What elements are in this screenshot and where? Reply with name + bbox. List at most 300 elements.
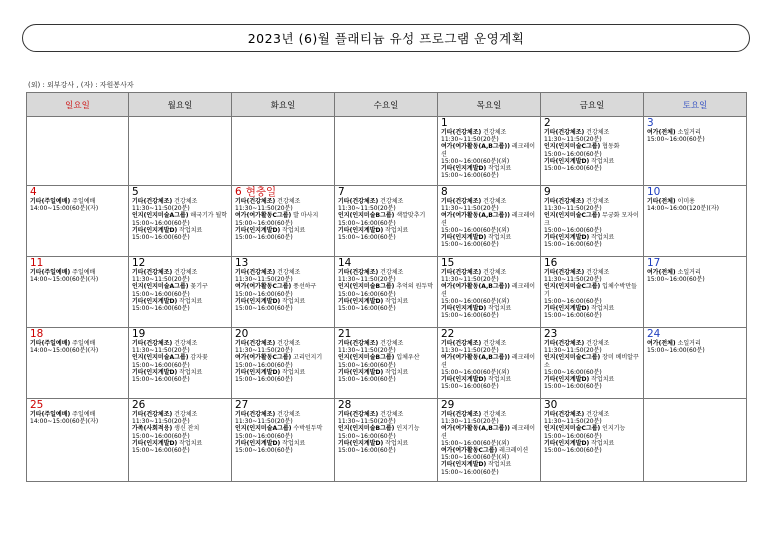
program-text: 15:00~16:00(60분) — [338, 219, 396, 227]
calendar-day-cell — [232, 399, 335, 482]
program-category: 기타(건강체조) — [441, 340, 482, 347]
program-line — [132, 283, 229, 290]
program-text: 건강체조 — [172, 198, 198, 205]
program-text: 11:30~11:50(20분) — [338, 418, 396, 426]
program-text: 11:30~11:50(20분) — [235, 205, 293, 213]
program-line — [544, 158, 641, 165]
program-category: 기타(건강체조) — [338, 198, 379, 205]
program-text: 레크레이션 — [441, 143, 536, 158]
program-line — [338, 298, 435, 305]
program-text: 작업치료 — [280, 226, 306, 234]
program-line — [544, 283, 641, 297]
program-text: 작업치료 — [589, 376, 615, 384]
program-category: 가족(사회적응) — [132, 425, 173, 433]
program-text: 작업치료 — [486, 305, 512, 313]
program-category: 기타(건강체조) — [235, 198, 276, 205]
program-text: 15:00~16:00(60분) — [338, 290, 396, 298]
program-text: 건강체조 — [172, 269, 198, 276]
program-line — [235, 376, 332, 383]
program-text: 색깔맞추기 — [394, 212, 426, 220]
program-category: 기타(인지계발D) — [441, 376, 487, 384]
program-line — [132, 362, 229, 369]
program-text: 15:00~16:00(60분) — [338, 305, 396, 313]
program-line — [647, 205, 744, 212]
program-category: 여가(여가활동(A,B그룹)) — [441, 212, 510, 220]
program-line — [441, 158, 538, 165]
program-category: 기타(건강체조) — [132, 198, 173, 205]
program-text: 15:00~16:00(60분) — [544, 432, 602, 440]
day-number — [132, 400, 229, 411]
day-number-value: 6 — [235, 186, 242, 198]
program-line — [132, 354, 229, 361]
day-number — [544, 258, 641, 269]
program-line — [544, 227, 641, 234]
program-text: 15:00~16:00(60분) — [132, 290, 190, 298]
program-line — [544, 425, 641, 432]
calendar-day-cell — [644, 399, 747, 482]
calendar-day-cell — [335, 399, 438, 482]
program-category: 기타(건강체조) — [132, 269, 173, 276]
program-category: 기타(주일예배) — [30, 198, 71, 205]
program-category: 기타(건강체조) — [544, 129, 585, 136]
calendar-day-cell — [541, 186, 644, 257]
program-category: 기타(건강체조) — [441, 411, 482, 418]
program-line — [544, 447, 641, 454]
day-number-value: 1 — [441, 117, 448, 129]
calendar-day-cell — [27, 328, 129, 399]
program-line — [338, 234, 435, 241]
page-title-box — [22, 24, 750, 52]
day-number — [441, 329, 538, 340]
program-line — [441, 227, 538, 234]
program-category: 인지(인지미술A그룹) — [132, 212, 189, 220]
program-category: 기타(건강체조) — [235, 269, 276, 276]
program-category: 여가(여가활동(A,B그룹)) — [441, 425, 510, 433]
program-category: 기타(건강체조) — [132, 340, 173, 347]
day-number-value: 29 — [441, 399, 455, 411]
program-category: 기타(건강체조) — [132, 411, 173, 418]
program-text: 인지기능 — [600, 425, 626, 433]
program-text: 해국기가 될학 — [188, 212, 228, 220]
program-line — [30, 276, 126, 283]
program-category: 인지(인지미술A그룹) — [132, 283, 189, 291]
calendar-day-cell — [129, 257, 232, 328]
day-number — [338, 258, 435, 269]
day-number-value: 25 — [30, 399, 44, 411]
program-text: 건강체조 — [584, 269, 610, 276]
program-text: 15:00~16:00(60분) — [544, 297, 602, 305]
program-category: 기타(건강체조) — [441, 198, 482, 205]
program-category: 여가(여가활동(A,B그룹)) — [441, 354, 510, 362]
day-number-value: 2 — [544, 117, 551, 129]
program-text: 레크레이션 — [441, 425, 536, 440]
program-text: 소일거리 — [675, 340, 701, 347]
program-text: 작업치료 — [383, 439, 409, 447]
program-text: 14:00~16:00(120분)(자) — [647, 205, 720, 213]
day-number — [235, 400, 332, 411]
program-category: 인지(인지미술B그룹) — [338, 425, 395, 433]
program-text: 14:00~15:00(60분)(자) — [30, 205, 99, 213]
day-number-value: 19 — [132, 328, 146, 340]
program-text: 작업치료 — [177, 226, 203, 234]
day-number — [544, 187, 641, 198]
day-number — [647, 118, 744, 129]
program-line — [235, 440, 332, 447]
calendar-day-cell — [644, 257, 747, 328]
program-text: 작업치료 — [589, 157, 615, 165]
program-text: 건강체조 — [481, 129, 507, 136]
calendar-day-cell — [644, 328, 747, 399]
program-line — [338, 433, 435, 440]
program-line — [235, 234, 332, 241]
weekday-header: 수요일 — [335, 93, 438, 117]
program-line — [441, 283, 538, 297]
calendar-day-cell — [232, 257, 335, 328]
day-number — [132, 187, 229, 198]
weekday-header: 월요일 — [129, 93, 232, 117]
program-text: 11:30~11:50(20분) — [235, 418, 293, 426]
program-text: 건강체조 — [481, 411, 507, 418]
day-number-value: 10 — [647, 186, 661, 198]
program-text: 11:30~11:50(20분) — [235, 347, 293, 355]
program-line — [441, 425, 538, 439]
day-number — [647, 187, 744, 198]
calendar-day-cell — [541, 399, 644, 482]
day-number — [544, 329, 641, 340]
program-line — [132, 440, 229, 447]
program-category: 여가(전체) — [647, 129, 676, 136]
program-category: 기타(인지계발D) — [441, 461, 487, 469]
program-text: 작업치료 — [486, 234, 512, 242]
day-number-value: 8 — [441, 186, 448, 198]
program-text: 입체수박만들기 — [544, 283, 637, 298]
day-number — [132, 258, 229, 269]
program-category: 인지(인지미술B그룹) — [338, 283, 395, 291]
weekday-header: 화요일 — [232, 93, 335, 117]
weekday-header: 일요일 — [27, 93, 129, 117]
calendar-day-cell — [335, 186, 438, 257]
program-category: 인지(인지미술C그룹) — [544, 212, 601, 220]
program-text: 건강체조 — [584, 129, 610, 136]
program-category: 기타(건강체조) — [544, 198, 585, 205]
program-line — [132, 234, 229, 241]
day-number-value: 24 — [647, 328, 661, 340]
program-category: 인지(인지미술A그룹) — [132, 354, 189, 362]
program-text: 작업치료 — [486, 165, 512, 173]
program-text: 꽃기구 — [188, 283, 208, 291]
program-line — [441, 440, 538, 447]
program-category: 기타(건강체조) — [544, 269, 585, 276]
program-line — [338, 447, 435, 454]
program-line — [132, 376, 229, 383]
program-text: 15:00~16:00(60분) — [441, 241, 499, 249]
weekday-header: 토요일 — [644, 93, 747, 117]
calendar-day-cell — [129, 117, 232, 186]
program-line — [544, 298, 641, 305]
program-category: 여가(여가활동(A,B그룹)) — [441, 143, 510, 151]
program-line — [235, 220, 332, 227]
program-text: 11:30~11:50(20분) — [544, 418, 602, 426]
calendar-day-cell — [335, 257, 438, 328]
program-text: 건강체조 — [275, 198, 301, 205]
program-text: 건강체조 — [172, 340, 198, 347]
program-text: 15:00~16:00(60분) — [235, 234, 293, 242]
day-number-value: 23 — [544, 328, 558, 340]
program-line — [338, 376, 435, 383]
program-text: 15:00~16:00(60분) — [338, 432, 396, 440]
program-text: 건강체조 — [275, 340, 301, 347]
program-category: 인지(인지미술C그룹) — [544, 283, 601, 291]
page-title: 2023년 (6)월 플래티늄 유성 프로그램 운영계획 — [247, 31, 525, 46]
day-number — [441, 118, 538, 129]
calendar-day-cell — [232, 186, 335, 257]
program-text: 15:00~16:00(60분) — [132, 447, 190, 455]
program-line — [132, 425, 229, 432]
legend: (외) : 외부강사 , (자) : 자원봉사자 — [28, 81, 134, 89]
program-category: 기타(주일예배) — [30, 269, 71, 276]
day-number-value: 27 — [235, 399, 249, 411]
program-text: 15:00~16:00(60분) — [441, 383, 499, 391]
program-line — [30, 418, 126, 425]
program-category: 기타(인지계발D) — [338, 368, 384, 376]
calendar-day-cell — [438, 257, 541, 328]
program-text: 감자꽃 — [188, 354, 208, 362]
program-text: 15:00~16:00(60분) — [132, 361, 190, 369]
program-text: 11:30~11:50(20분) — [441, 418, 499, 426]
day-number — [544, 400, 641, 411]
program-text: 11:30~11:50(20분) — [132, 276, 190, 284]
program-line — [338, 305, 435, 312]
program-category: 기타(인지계발D) — [441, 305, 487, 313]
program-text: 발 마사지 — [291, 212, 319, 220]
program-line — [544, 143, 641, 150]
program-text: 15:00~16:00(60분)(외) — [441, 368, 510, 376]
day-number-value: 7 — [338, 186, 345, 198]
day-number-value: 17 — [647, 257, 661, 269]
program-text: 15:00~16:00(60분) — [132, 376, 190, 384]
program-text: 15:00~16:00(60분) — [132, 305, 190, 313]
program-text: 수박원두막 — [291, 425, 323, 433]
program-text: 주일예배 — [70, 340, 96, 347]
program-category: 기타(건강체조) — [235, 411, 276, 418]
program-text: 인지기능 — [394, 425, 420, 433]
program-text: 15:00~16:00(60분) — [338, 447, 396, 455]
program-text: 레크레이션 — [497, 447, 529, 455]
program-text: 레크레이션 — [441, 212, 536, 227]
day-number-value: 5 — [132, 186, 139, 198]
program-line — [132, 447, 229, 454]
program-text: 레크레이션 — [441, 283, 536, 298]
day-number — [30, 187, 126, 198]
program-text: 14:00~15:00(60분)(자) — [30, 418, 99, 426]
program-line — [132, 369, 229, 376]
calendar-table — [26, 92, 747, 482]
program-line — [235, 305, 332, 312]
program-text: 15:00~16:00(60분) — [235, 305, 293, 313]
program-line — [132, 298, 229, 305]
program-text: 이미용 — [675, 198, 695, 205]
program-line — [338, 354, 435, 361]
program-text: 15:00~16:00(60분) — [544, 226, 602, 234]
program-line — [235, 212, 332, 219]
program-category: 기타(인지계발D) — [441, 234, 487, 242]
program-text: 작업치료 — [280, 368, 306, 376]
program-text: 15:00~16:00(60분) — [544, 447, 602, 455]
calendar-day-cell — [438, 328, 541, 399]
program-line — [132, 227, 229, 234]
day-number — [235, 258, 332, 269]
program-text: 15:00~16:00(60분) — [544, 150, 602, 158]
program-text: 14:00~15:00(60분)(자) — [30, 276, 99, 284]
program-line — [338, 291, 435, 298]
program-text: 건강체조 — [378, 340, 404, 347]
program-category: 기타(주일예배) — [30, 411, 71, 418]
program-line — [338, 283, 435, 290]
program-line — [338, 425, 435, 432]
calendar-day-cell — [129, 328, 232, 399]
program-text: 작업치료 — [589, 234, 615, 242]
program-text: 11:30~11:50(20분) — [338, 347, 396, 355]
program-text: 15:00~16:00(60분) — [441, 312, 499, 320]
program-text: 작업치료 — [486, 376, 512, 384]
program-text: 건강체조 — [378, 411, 404, 418]
program-text: 11:30~11:50(20분) — [235, 276, 293, 284]
program-text: 15:00~16:00(60분)(외) — [441, 439, 510, 447]
program-text: 11:30~11:50(20분) — [544, 136, 602, 144]
program-text: 11:30~11:50(20분) — [544, 347, 602, 355]
program-category: 여가(전체) — [647, 340, 676, 347]
day-number-value: 9 — [544, 186, 551, 198]
day-number — [235, 329, 332, 340]
day-number — [338, 187, 435, 198]
program-text: 작업치료 — [486, 461, 512, 469]
program-line — [441, 354, 538, 368]
program-category: 여가(여가활동(A,B그룹)) — [441, 283, 510, 291]
program-category: 기타(건강체조) — [338, 411, 379, 418]
program-text: 15:00~16:00(60분) — [235, 447, 293, 455]
program-text: 11:30~11:50(20분) — [132, 347, 190, 355]
program-line — [647, 347, 744, 354]
program-line — [30, 205, 126, 212]
program-category: 기타(인지계발D) — [544, 234, 590, 242]
program-line — [132, 305, 229, 312]
program-text: 작업치료 — [280, 297, 306, 305]
program-category: 기타(인지계발D) — [338, 439, 384, 447]
weekday-header-row — [27, 93, 747, 117]
program-line — [235, 425, 332, 432]
program-line — [544, 212, 641, 226]
program-text: 15:00~16:00(60분) — [544, 165, 602, 173]
program-text: 15:00~16:00(60분) — [235, 219, 293, 227]
program-text: 11:30~11:50(20분) — [544, 276, 602, 284]
day-number-value: 4 — [30, 186, 37, 198]
program-category: 기타(인지계발D) — [544, 376, 590, 384]
program-category: 여가(여가활동C그룹) — [235, 354, 292, 362]
calendar-day-cell — [129, 186, 232, 257]
program-category: 기타(주일예배) — [30, 340, 71, 347]
program-text: 무궁화 모자이크 — [544, 212, 639, 227]
program-text: 15:00~16:00(60분) — [441, 468, 499, 476]
program-category: 기타(건강체조) — [441, 129, 482, 136]
program-category: 기타(인지계발D) — [235, 226, 281, 234]
program-line — [338, 369, 435, 376]
program-text: 15:00~16:00(60분) — [132, 219, 190, 227]
program-category: 여가(여가활동C그룹) — [235, 283, 292, 291]
program-line — [544, 312, 641, 319]
program-text: 11:30~11:50(20분) — [441, 347, 499, 355]
program-category: 기타(건강체조) — [441, 269, 482, 276]
program-text: 15:00~16:00(60분) — [544, 312, 602, 320]
program-text: 15:00~16:00(60분) — [235, 361, 293, 369]
program-category: 여가(전체) — [647, 269, 676, 276]
program-text: 11:30~11:50(20분) — [544, 205, 602, 213]
program-category: 기타(건강체조) — [544, 340, 585, 347]
program-line — [441, 212, 538, 226]
program-line — [235, 447, 332, 454]
program-text: 건강체조 — [481, 198, 507, 205]
program-line — [441, 369, 538, 376]
day-number — [647, 329, 744, 340]
program-text: 15:00~16:00(60분) — [132, 432, 190, 440]
day-number — [30, 258, 126, 269]
program-text: 생신 잔치 — [172, 425, 200, 433]
program-line — [235, 354, 332, 361]
program-line — [338, 220, 435, 227]
program-text: 11:30~11:50(20분) — [338, 276, 396, 284]
program-text: 15:00~16:00(60분) — [441, 172, 499, 180]
program-line — [235, 291, 332, 298]
program-line — [30, 347, 126, 354]
program-line — [544, 241, 641, 248]
program-text: 레크레이션 — [441, 354, 536, 369]
program-line — [338, 362, 435, 369]
program-category: 기타(인지계발D) — [132, 297, 178, 305]
program-line — [647, 136, 744, 143]
calendar-day-cell — [541, 257, 644, 328]
program-line — [647, 276, 744, 283]
program-category: 인지(인지미술C그룹) — [544, 354, 601, 362]
calendar-week-row — [27, 257, 747, 328]
day-number — [441, 400, 538, 411]
program-line — [235, 298, 332, 305]
day-number-value: 20 — [235, 328, 249, 340]
program-text: 15:00~16:00(60분)(외) — [441, 157, 510, 165]
program-category: 기타(인지계발D) — [544, 305, 590, 313]
calendar-day-cell — [27, 399, 129, 482]
program-text: 작업치료 — [589, 305, 615, 313]
calendar-week-row — [27, 186, 747, 257]
program-text: 건강체조 — [378, 269, 404, 276]
program-text: 11:30~11:50(20분) — [441, 136, 499, 144]
program-line — [132, 433, 229, 440]
program-text: 15:00~16:00(60분) — [544, 241, 602, 249]
program-text: 작업치료 — [383, 297, 409, 305]
day-number-value: 12 — [132, 257, 146, 269]
program-category: 인지(인지미술C그룹) — [544, 143, 601, 151]
program-text: 협동화 — [600, 143, 620, 151]
day-number-value: 28 — [338, 399, 352, 411]
program-text: 주일예배 — [70, 411, 96, 418]
program-category: 기타(전체) — [647, 198, 676, 205]
day-number-value: 26 — [132, 399, 146, 411]
program-text: 주일예배 — [70, 269, 96, 276]
program-text: 11:30~11:50(20분) — [132, 205, 190, 213]
calendar-day-cell — [541, 328, 644, 399]
calendar-day-cell — [438, 117, 541, 186]
weekday-header: 금요일 — [541, 93, 644, 117]
program-text: 작업치료 — [383, 368, 409, 376]
program-text: 추억의 원두막 — [394, 283, 434, 291]
